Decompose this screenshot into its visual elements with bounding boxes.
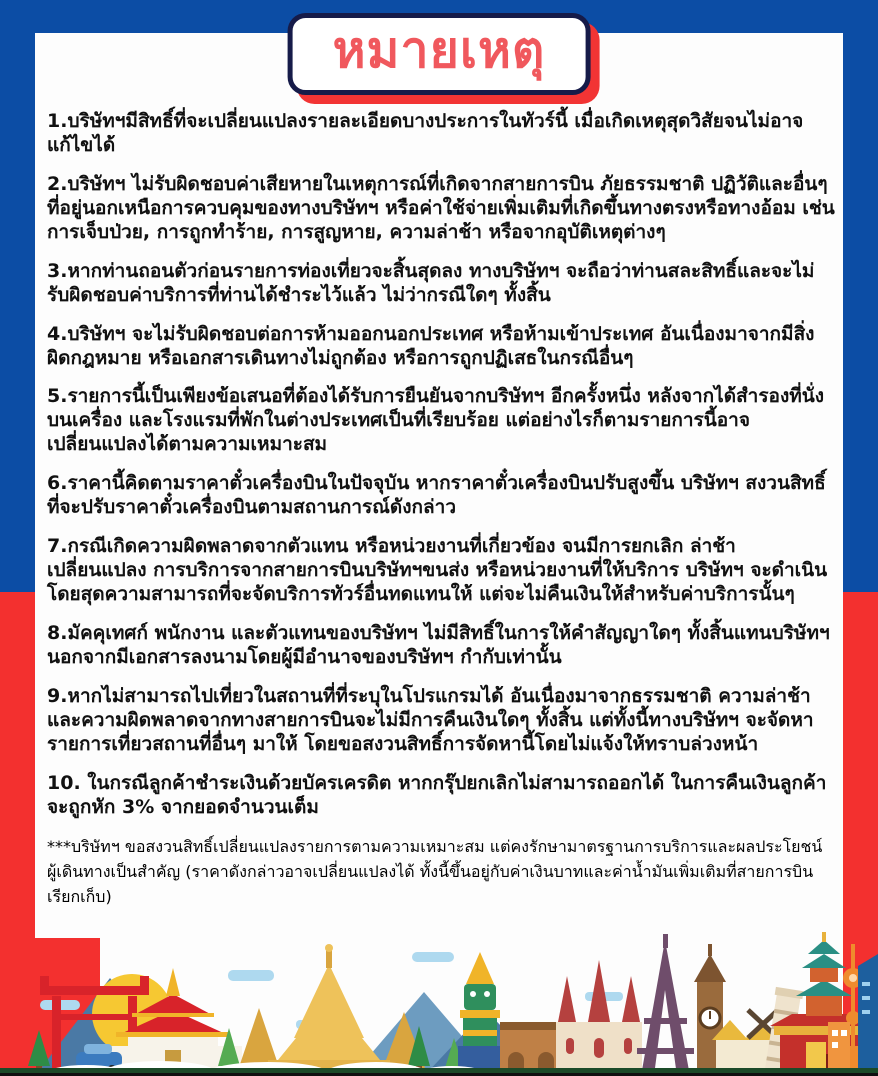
note-item-8: 8.มัคคุเทศก์ พนักงาน และตัวแทนของบริษัทฯ ไม่มีสิทธิ์ในการให้คำสัญญาใดๆ ทั้งสิ้นแทนบริษัทฯ นอกจากมีเอกสารลงนามโดยผู้มีอำนาจของบริษัทฯ กำกับเท่านั้น [47, 621, 830, 668]
eiffel-tower [637, 934, 694, 1076]
gothic-cathedral [556, 960, 642, 1076]
note-item-4: 4.บริษัทฯ จะไม่รับผิดชอบต่อการห้ามออกนอกประเทศ หรือห้ามเข้าประเทศ อันเนื่องมาจากมีสิ่งผิดกฎหมาย หรือเอกสารเดินทางไม่ถูกต้อง หรือการถูกปฏิเสธในกรณีอื่นๆ [47, 322, 815, 369]
note-item-9: 9.หากไม่สามารถไปเที่ยวในสถานที่ที่ระบุในโปรแกรมได้ อันเนื่องมาจากธรรมชาติ ความล่าช้า และความผิดพลาดจากทางสายการบินจะไม่มีการคืนเงินใดๆ ทั้งสิ้น แต่ทั้งนี้ทางบริษัทฯ จะจัดหารายการเที่ยวสถานที่อื่นๆ มาให้ โดยขอสงวนสิทธิ์การจัดหานี้โดยไม่แจ้งให้ทราบล่วงหน้า [47, 684, 814, 755]
notes-list [47, 110, 836, 925]
note-item-5: 5.รายการนี้เป็นเพียงข้อเสนอที่ต้องได้รับการยืนยันจากบริษัทฯ อีกครั้งหนึ่ง หลังจากได้สำรองที่นั่งบนเครื่อง และโรงแรมที่พักในต่างประเทศเป็นที่เรียบร้อย แต่อย่างไรก็ตามรายการนี้อาจเปลี่ยนแปลงได้ตามความเหมาะสม [47, 385, 825, 456]
skyline-illustration [0, 926, 878, 1076]
note-item-1: 1.บริษัทฯมีสิทธิ์ที่จะเปลี่ยนแปลงรายละเอียดบางประการในทัวร์นี้ เมื่อเกิดเหตุสุดวิสัยจนไม่อาจแก้ไขได้ [47, 110, 804, 156]
note-item-2: 2.บริษัทฯ ไม่รับผิดชอบค่าเสียหายในเหตุการณ์ที่เกิดจากสายการบิน ภัยธรรมชาติ ปฏิวัติและอื่นๆ ที่อยู่นอกเหนือการควบคุมของทางบริษัทฯ หรือค่าใช้จ่ายเพิ่มเติมที่เกิดขึ้นทางตรงหรือทางอ้อม เช่น การเจ็บป่วย, การถูกทำร้าย, การสูญหาย, ความล่าช้า หรือจากอุบัติเหตุต่างๆ [47, 172, 835, 243]
note-item-6: 6.ราคานี้คิดตามราคาตั๋วเครื่องบินในปัจจุบัน หากราคาตั๋วเครื่องบินปรับสูงขึ้น บริษัทฯ สงวนสิทธิ์ที่จะปรับราคาตั๋วเครื่องบินตามสถานการณ์ดังกล่าว [47, 472, 826, 519]
note-item-10: 10. ในกรณีลูกค้าชำระเงินด้วยบัครเครดิต หากกรุ๊ปยกเลิกไม่สามารถออกได้ ในการคืนเงินลูกค้าจะถูกหัก 3% จากยอดจำนวนเต็ม [47, 771, 827, 818]
yaksha-giant [458, 952, 502, 1076]
note-item-7: 7.กรณีเกิดความผิดพลาดจากตัวแทน หรือหน่วยงานที่เกี่ยวข้อง จนมีการยกเลิก ล่าช้า เปลี่ยนแปลง การบริการจากสายการบินบริษัทฯขนส่ง หรือหน่วยงานที่ให้บริการ บริษัทฯ จะดำเนินโดยสุดความสามารถที่จะจัดบริการทัวร์อื่นทดแทนให้ แต่จะไม่คืนเงินให้สำหรับค่าบริการนั้นๆ [47, 535, 828, 605]
title-box [288, 13, 591, 95]
colosseum-arches [500, 1022, 562, 1076]
chinese-pavilion [796, 932, 852, 1016]
golden-pagodas [236, 944, 428, 1076]
page-title: หมายเหตุ [332, 21, 546, 79]
note-item-3: 3.หากท่านถอนตัวก่อนรายการท่องเที่ยวจะสิ้นสุดลง ทางบริษัทฯ จะถือว่าท่านสละสิทธิ์และจะไม่รับผิดชอบค่าบริการที่ท่านได้ชำระไว้แล้ว ไม่ว่ากรณีใดๆ ทั้งสิ้น [47, 259, 815, 306]
footnote-line-2: ผู้เดินทางเป็นสำคัญ (ราคาดังกล่าวอาจเปลี่ยนแปลงได้ ทั้งนี้ขึ้นอยู่กับค่าเงินบาทและค่าน้ำมันเพิ่มเติมที่สายการบินเรียกเก็บ) [47, 861, 814, 906]
grass-strip [0, 1068, 878, 1073]
footnote-line-1: ***บริษัทฯ ขอสงวนสิทธิ์เปลี่ยนแปลงรายการตามความเหมาะสม แต่คงรักษามาตรฐานการบริการและผลประโยชน์ [47, 836, 823, 856]
